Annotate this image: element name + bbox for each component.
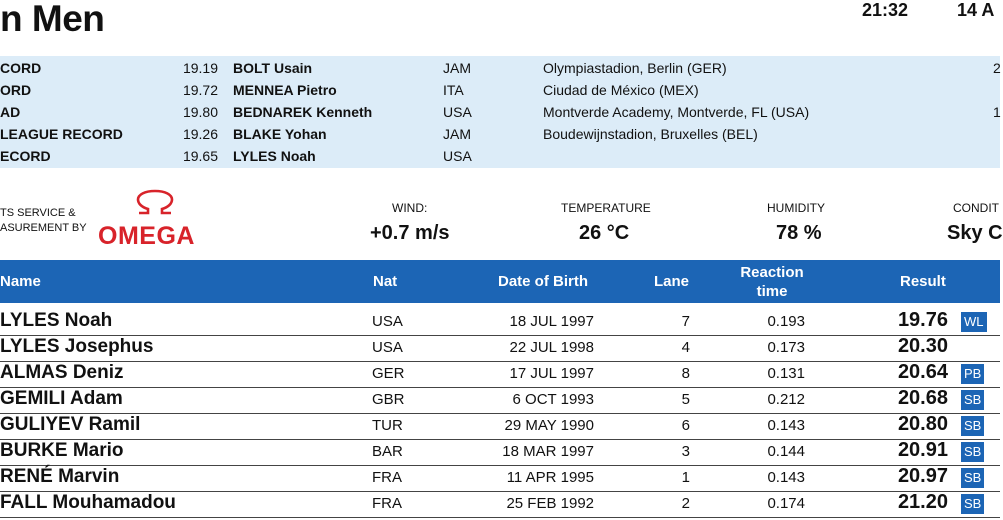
wind-label: WIND:: [392, 201, 428, 215]
athlete-reaction-time: 0.212: [767, 391, 805, 408]
record-venue: Montverde Academy, Montverde, FL (USA): [543, 104, 810, 120]
timing-credit-line2: ASUREMENT BY: [0, 222, 87, 234]
athlete-dob: 11 APR 1995: [506, 469, 594, 486]
event-date: 14 A: [957, 0, 995, 20]
athlete-reaction-time: 0.144: [767, 443, 805, 460]
athlete-name: GEMILI Adam: [0, 388, 123, 409]
conditions-label: CONDIT: [953, 201, 999, 215]
table-row: [0, 465, 1000, 492]
record-mark: 19.26: [182, 126, 218, 142]
record-mark: 19.72: [182, 82, 218, 98]
athlete-lane: 7: [681, 313, 690, 330]
athlete-reaction-time: 0.174: [767, 495, 805, 512]
athlete-nat: FRA: [372, 495, 402, 512]
column-header-name: Name: [0, 273, 41, 290]
athlete-result: 20.64: [897, 361, 948, 383]
record-nat: JAM: [443, 60, 471, 76]
athlete-result: 20.97: [897, 465, 948, 487]
record-venue: Ciudad de México (MEX): [543, 82, 699, 98]
athlete-result: 20.30: [897, 335, 948, 357]
athlete-reaction-time: 0.143: [767, 469, 805, 486]
record-venue: Olympiastadion, Berlin (GER): [543, 60, 727, 76]
column-header-result: Result: [900, 273, 946, 290]
athlete-name: LYLES Noah: [0, 310, 113, 331]
record-label: ECORD: [0, 148, 51, 164]
result-badge: SB: [961, 494, 984, 514]
record-nat: JAM: [443, 126, 471, 142]
record-label: CORD: [0, 60, 42, 76]
omega-logo-text: OMEGA: [98, 222, 195, 250]
table-row: [0, 413, 1000, 440]
record-label: LEAGUE RECORD: [0, 126, 123, 142]
temperature-value: 26 °C: [579, 222, 630, 244]
athlete-lane: 4: [681, 339, 690, 356]
athlete-result: 21.20: [897, 491, 948, 513]
athlete-lane: 3: [681, 443, 690, 460]
athlete-reaction-time: 0.131: [767, 365, 805, 382]
record-holder: BEDNAREK Kenneth: [233, 104, 373, 120]
conditions-value: Sky C: [947, 222, 1003, 244]
athlete-nat: USA: [372, 339, 403, 356]
event-title: n Men: [0, 0, 105, 39]
athlete-name: RENÉ Marvin: [0, 466, 120, 487]
athlete-result: 20.91: [897, 439, 948, 461]
athlete-dob: 6 OCT 1993: [512, 391, 594, 408]
column-header-nat: Nat: [373, 273, 398, 290]
athlete-lane: 8: [681, 365, 690, 382]
athlete-lane: 6: [681, 417, 690, 434]
record-label: AD: [0, 104, 21, 120]
table-row: [0, 491, 1000, 518]
athlete-lane: 2: [681, 495, 690, 512]
athlete-dob: 17 JUL 1997: [509, 365, 594, 382]
record-row: [0, 145, 1000, 167]
result-badge: SB: [961, 468, 984, 488]
column-header-lane: Lane: [654, 273, 690, 290]
table-row: [0, 309, 1000, 336]
athlete-nat: USA: [372, 313, 403, 330]
athlete-name: FALL Mouhamadou: [0, 492, 176, 513]
table-row: [0, 335, 1000, 362]
record-row: [0, 101, 1000, 123]
athlete-dob: 22 JUL 1998: [509, 339, 594, 356]
athlete-dob: 29 MAY 1990: [504, 417, 594, 434]
temperature-label: TEMPERATURE: [561, 201, 651, 215]
record-holder: LYLES Noah: [233, 148, 316, 164]
record-label: ORD: [0, 82, 32, 98]
athlete-name: GULIYEV Ramil: [0, 414, 141, 435]
omega-logo-icon: [133, 190, 177, 214]
athlete-nat: TUR: [372, 417, 403, 434]
record-nat: USA: [443, 104, 472, 120]
record-row: [0, 79, 1000, 101]
athlete-lane: 5: [681, 391, 690, 408]
athlete-reaction-time: 0.173: [767, 339, 805, 356]
table-row: [0, 439, 1000, 466]
timing-credit: [0, 206, 87, 236]
result-badge: SB: [961, 390, 984, 410]
record-mark: 19.19: [182, 60, 218, 76]
result-badge: SB: [961, 442, 984, 462]
humidity-value: 78 %: [776, 222, 822, 244]
athlete-dob: 18 JUL 1997: [509, 313, 594, 330]
record-row: [0, 57, 1000, 79]
humidity-label: HUMIDITY: [767, 201, 825, 215]
athlete-reaction-time: 0.143: [767, 417, 805, 434]
result-badge: SB: [961, 416, 984, 436]
record-mark: 19.80: [182, 104, 218, 120]
athlete-result: 20.80: [897, 413, 948, 435]
athlete-name: ALMAS Deniz: [0, 362, 124, 383]
athlete-result: 19.76: [897, 309, 948, 331]
athlete-dob: 18 MAR 1997: [502, 443, 594, 460]
athlete-name: BURKE Mario: [0, 440, 124, 461]
athlete-lane: 1: [681, 469, 690, 486]
record-holder: MENNEA Pietro: [233, 82, 337, 98]
record-holder: BOLT Usain: [233, 60, 313, 76]
results-table-header: [0, 260, 1000, 303]
clock-time: 21:32: [862, 0, 909, 20]
column-header-reaction-time: Reaction time: [740, 264, 804, 300]
table-row: [0, 387, 1000, 414]
table-row: [0, 361, 1000, 388]
record-venue: Boudewijnstadion, Bruxelles (BEL): [543, 126, 758, 142]
record-nat: USA: [443, 148, 472, 164]
athlete-nat: FRA: [372, 469, 402, 486]
records-panel: [0, 56, 1000, 168]
record-mark: 19.65: [182, 148, 218, 164]
athlete-name: LYLES Josephus: [0, 336, 154, 357]
record-row: [0, 123, 1000, 145]
wind-value: +0.7 m/s: [370, 222, 450, 244]
athlete-reaction-time: 0.193: [767, 313, 805, 330]
athlete-nat: GBR: [372, 391, 405, 408]
record-year: 2: [993, 60, 1001, 76]
athlete-result: 20.68: [897, 387, 948, 409]
record-nat: ITA: [443, 82, 464, 98]
athlete-nat: BAR: [372, 443, 403, 460]
athlete-dob: 25 FEB 1992: [506, 495, 594, 512]
record-year: 1: [993, 104, 1001, 120]
timing-credit-line1: TS SERVICE &: [0, 207, 76, 219]
result-badge: WL: [961, 312, 987, 332]
result-badge: PB: [961, 364, 984, 384]
athlete-nat: GER: [372, 365, 405, 382]
record-holder: BLAKE Yohan: [233, 126, 327, 142]
column-header-dob: Date of Birth: [498, 273, 588, 290]
